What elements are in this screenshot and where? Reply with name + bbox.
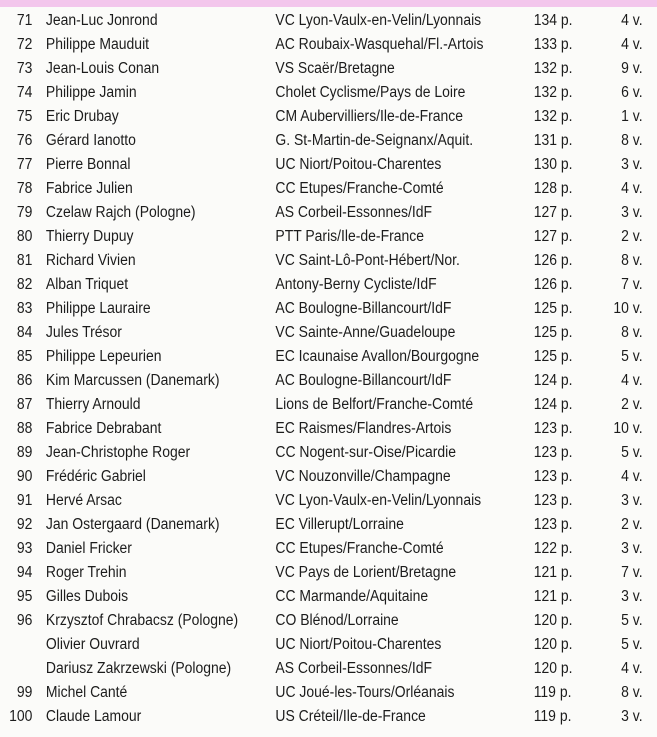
rider-name: Hervé Arsac xyxy=(45,492,122,509)
club-name: EC Icaunaise Avallon/Bourgogne xyxy=(275,348,480,365)
ranking-row xyxy=(0,129,657,153)
wins-count: 5 v. xyxy=(621,444,643,461)
rank-number: 76 xyxy=(16,132,33,149)
rider-name: Jean-Luc Jonrond xyxy=(45,12,158,29)
rider-name: Pierre Bonnal xyxy=(45,156,131,173)
wins-count: 10 v. xyxy=(613,420,643,437)
wins-count: 3 v. xyxy=(621,708,643,725)
ranking-row xyxy=(0,441,657,465)
club-name: UC Niort/Poitou-Charentes xyxy=(275,636,442,653)
ranking-row xyxy=(0,633,657,657)
points-value: 120 p. xyxy=(533,636,573,653)
rider-name: Fabrice Julien xyxy=(45,180,133,197)
wins-count: 5 v. xyxy=(621,348,643,365)
wins-count: 7 v. xyxy=(621,276,643,293)
wins-count: 8 v. xyxy=(621,132,643,149)
rank-number: 95 xyxy=(16,588,33,605)
points-value: 126 p. xyxy=(533,276,573,293)
points-value: 125 p. xyxy=(533,348,573,365)
club-name: Antony-Berny Cycliste/IdF xyxy=(275,276,437,293)
rider-name: Philippe Lauraire xyxy=(45,300,151,317)
ranking-row xyxy=(0,81,657,105)
points-value: 125 p. xyxy=(533,324,573,341)
rank-number: 80 xyxy=(16,228,33,245)
rank-number: 92 xyxy=(16,516,33,533)
club-name: AS Corbeil-Essonnes/IdF xyxy=(275,660,433,677)
rider-name: Jules Trésor xyxy=(45,324,122,341)
club-name: AC Roubaix-Wasquehal/Fl.-Artois xyxy=(275,36,484,53)
club-name: G. St-Martin-de-Seignanx/Aquit. xyxy=(275,132,474,149)
header-color-band xyxy=(0,0,657,7)
points-value: 123 p. xyxy=(533,492,573,509)
ranking-row xyxy=(0,705,657,729)
points-value: 123 p. xyxy=(533,516,573,533)
wins-count: 8 v. xyxy=(621,252,643,269)
rider-name: Alban Triquet xyxy=(45,276,129,293)
points-value: 123 p. xyxy=(533,468,573,485)
club-name: EC Villerupt/Lorraine xyxy=(275,516,404,533)
rank-number: 73 xyxy=(16,60,33,77)
club-name: UC Joué-les-Tours/Orléanais xyxy=(275,684,455,701)
points-value: 122 p. xyxy=(533,540,573,557)
points-value: 123 p. xyxy=(533,420,573,437)
wins-count: 5 v. xyxy=(621,612,643,629)
rank-number: 90 xyxy=(16,468,33,485)
rider-name: Philippe Mauduit xyxy=(45,36,150,53)
club-name: AC Boulogne-Billancourt/IdF xyxy=(275,372,452,389)
club-name: Cholet Cyclisme/Pays de Loire xyxy=(275,84,466,101)
rider-name: Olivier Ouvrard xyxy=(45,636,140,653)
wins-count: 3 v. xyxy=(621,204,643,221)
rider-name: Krzysztof Chrabacsz (Pologne) xyxy=(45,612,239,629)
club-name: AS Corbeil-Essonnes/IdF xyxy=(275,204,433,221)
wins-count: 2 v. xyxy=(621,228,643,245)
rank-number: 85 xyxy=(16,348,33,365)
rider-name: Eric Drubay xyxy=(45,108,119,125)
rider-name: Czelaw Rajch (Pologne) xyxy=(45,204,196,221)
ranking-row xyxy=(0,105,657,129)
ranking-row xyxy=(0,201,657,225)
club-name: VC Sainte-Anne/Guadeloupe xyxy=(275,324,456,341)
points-value: 132 p. xyxy=(533,108,573,125)
rank-number: 96 xyxy=(16,612,33,629)
ranking-row xyxy=(0,225,657,249)
points-value: 131 p. xyxy=(533,132,573,149)
club-name: Lions de Belfort/Franche-Comté xyxy=(275,396,474,413)
ranking-row xyxy=(0,177,657,201)
rank-number: 79 xyxy=(16,204,33,221)
points-value: 128 p. xyxy=(533,180,573,197)
ranking-row xyxy=(0,657,657,681)
rank-number: 71 xyxy=(16,12,33,29)
points-value: 123 p. xyxy=(533,444,573,461)
ranking-row xyxy=(0,273,657,297)
rank-number: 99 xyxy=(16,684,33,701)
ranking-row xyxy=(0,57,657,81)
wins-count: 4 v. xyxy=(621,12,643,29)
rank-number: 74 xyxy=(16,84,33,101)
ranking-row xyxy=(0,345,657,369)
rider-name: Jean-Christophe Roger xyxy=(45,444,191,461)
ranking-row xyxy=(0,9,657,33)
rider-name: Frédéric Gabriel xyxy=(45,468,146,485)
rider-name: Gérard Ianotto xyxy=(45,132,136,149)
ranking-row xyxy=(0,465,657,489)
wins-count: 4 v. xyxy=(621,36,643,53)
ranking-row xyxy=(0,297,657,321)
rank-number: 77 xyxy=(16,156,33,173)
ranking-row xyxy=(0,249,657,273)
ranking-row xyxy=(0,537,657,561)
wins-count: 3 v. xyxy=(621,492,643,509)
ranking-row xyxy=(0,321,657,345)
points-value: 119 p. xyxy=(533,708,572,725)
club-name: CC Nogent-sur-Oise/Picardie xyxy=(275,444,457,461)
club-name: UC Niort/Poitou-Charentes xyxy=(275,156,442,173)
rank-number: 84 xyxy=(16,324,33,341)
rider-name: Fabrice Debrabant xyxy=(45,420,162,437)
ranking-list xyxy=(0,9,657,729)
club-name: VC Pays de Lorient/Bretagne xyxy=(275,564,457,581)
club-name: CM Aubervilliers/Ile-de-France xyxy=(275,108,464,125)
points-value: 130 p. xyxy=(533,156,573,173)
wins-count: 4 v. xyxy=(621,660,643,677)
rank-number: 78 xyxy=(16,180,33,197)
ranking-row xyxy=(0,681,657,705)
points-value: 133 p. xyxy=(533,36,573,53)
wins-count: 4 v. xyxy=(621,180,643,197)
rider-name: Thierry Dupuy xyxy=(45,228,134,245)
club-name: VC Saint-Lô-Pont-Hébert/Nor. xyxy=(275,252,460,269)
wins-count: 2 v. xyxy=(621,516,643,533)
points-value: 132 p. xyxy=(533,60,573,77)
rank-number: 87 xyxy=(16,396,33,413)
wins-count: 6 v. xyxy=(621,84,643,101)
points-value: 125 p. xyxy=(533,300,573,317)
rank-number: 93 xyxy=(16,540,33,557)
rider-name: Jean-Louis Conan xyxy=(45,60,160,77)
rider-name: Gilles Dubois xyxy=(45,588,129,605)
wins-count: 9 v. xyxy=(621,60,643,77)
wins-count: 5 v. xyxy=(621,636,643,653)
ranking-row xyxy=(0,33,657,57)
rank-number: 75 xyxy=(16,108,33,125)
wins-count: 7 v. xyxy=(621,564,643,581)
club-name: AC Boulogne-Billancourt/IdF xyxy=(275,300,452,317)
rank-number: 72 xyxy=(16,36,33,53)
rider-name: Richard Vivien xyxy=(45,252,136,269)
club-name: EC Raismes/Flandres-Artois xyxy=(275,420,452,437)
rider-name: Thierry Arnould xyxy=(45,396,141,413)
ranking-row xyxy=(0,513,657,537)
rank-number: 100 xyxy=(9,708,33,725)
ranking-row xyxy=(0,561,657,585)
wins-count: 3 v. xyxy=(621,588,643,605)
ranking-row xyxy=(0,609,657,633)
points-value: 134 p. xyxy=(533,12,573,29)
club-name: VC Lyon-Vaulx-en-Velin/Lyonnais xyxy=(275,492,482,509)
rank-number: 89 xyxy=(16,444,33,461)
rider-name: Roger Trehin xyxy=(45,564,127,581)
rank-number: 88 xyxy=(16,420,33,437)
points-value: 127 p. xyxy=(533,204,573,221)
club-name: CO Blénod/Lorraine xyxy=(275,612,399,629)
club-name: PTT Paris/Ile-de-France xyxy=(275,228,424,245)
ranking-row xyxy=(0,585,657,609)
club-name: VC Nouzonville/Champagne xyxy=(275,468,451,485)
wins-count: 2 v. xyxy=(621,396,643,413)
wins-count: 4 v. xyxy=(621,468,643,485)
rank-number: 83 xyxy=(16,300,33,317)
rank-number: 81 xyxy=(16,252,33,269)
ranking-row xyxy=(0,393,657,417)
ranking-row xyxy=(0,489,657,513)
rider-name: Jan Ostergaard (Danemark) xyxy=(45,516,220,533)
points-value: 121 p. xyxy=(533,564,573,581)
club-name: CC Marmande/Aquitaine xyxy=(275,588,429,605)
rider-name: Philippe Jamin xyxy=(45,84,137,101)
rank-number: 86 xyxy=(16,372,33,389)
points-value: 121 p. xyxy=(533,588,573,605)
wins-count: 1 v. xyxy=(621,108,643,125)
wins-count: 3 v. xyxy=(621,156,643,173)
club-name: CC Etupes/Franche-Comté xyxy=(275,540,444,557)
points-value: 124 p. xyxy=(533,372,573,389)
rank-number: 82 xyxy=(16,276,33,293)
points-value: 126 p. xyxy=(533,252,573,269)
points-value: 120 p. xyxy=(533,660,573,677)
club-name: CC Etupes/Franche-Comté xyxy=(275,180,444,197)
rank-number: 91 xyxy=(16,492,33,509)
points-value: 124 p. xyxy=(533,396,573,413)
wins-count: 8 v. xyxy=(621,684,643,701)
ranking-row xyxy=(0,153,657,177)
ranking-row xyxy=(0,417,657,441)
points-value: 119 p. xyxy=(533,684,572,701)
club-name: US Créteil/Ile-de-France xyxy=(275,708,426,725)
rider-name: Kim Marcussen (Danemark) xyxy=(45,372,220,389)
points-value: 132 p. xyxy=(533,84,573,101)
points-value: 120 p. xyxy=(533,612,573,629)
club-name: VS Scaër/Bretagne xyxy=(275,60,395,77)
rider-name: Michel Canté xyxy=(45,684,128,701)
rider-name: Claude Lamour xyxy=(45,708,142,725)
points-value: 127 p. xyxy=(533,228,573,245)
wins-count: 10 v. xyxy=(613,300,643,317)
rank-number: 94 xyxy=(16,564,33,581)
wins-count: 4 v. xyxy=(621,372,643,389)
rider-name: Dariusz Zakrzewski (Pologne) xyxy=(45,660,232,677)
wins-count: 8 v. xyxy=(621,324,643,341)
rider-name: Philippe Lepeurien xyxy=(45,348,162,365)
club-name: VC Lyon-Vaulx-en-Velin/Lyonnais xyxy=(275,12,482,29)
ranking-row xyxy=(0,369,657,393)
wins-count: 3 v. xyxy=(621,540,643,557)
rider-name: Daniel Fricker xyxy=(45,540,132,557)
